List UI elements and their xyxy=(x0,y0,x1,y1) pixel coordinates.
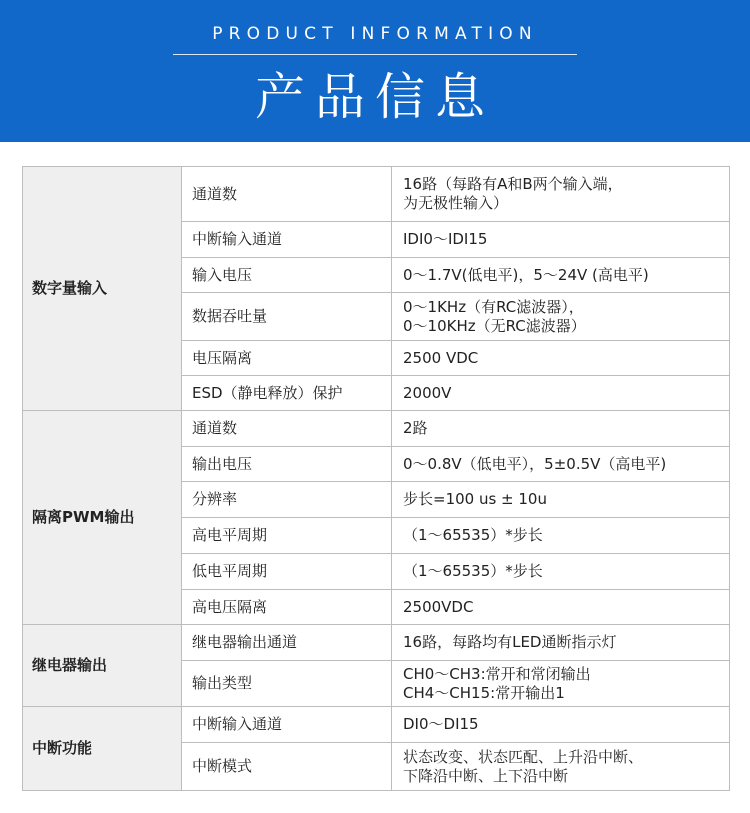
value-line: DI0～DI15 xyxy=(403,715,479,733)
banner-divider xyxy=(173,54,577,55)
group-label: 数字量输入 xyxy=(23,167,182,411)
value-line: 2500VDC xyxy=(403,597,474,616)
param-name: 输入电压 xyxy=(182,258,392,293)
param-name: 继电器输出通道 xyxy=(182,625,392,661)
param-name: 电压隔离 xyxy=(182,341,392,376)
value-line: 0～10KHz（无RC滤波器） xyxy=(403,316,586,335)
param-value xyxy=(392,167,730,222)
param-name: 中断输入通道 xyxy=(182,222,392,258)
value-line: CH0～CH3:常开和常闭输出 xyxy=(403,664,591,683)
value-line: 状态改变、状态匹配、上升沿中断、 xyxy=(403,747,644,766)
param-value xyxy=(392,743,730,791)
param-name: 高电压隔离 xyxy=(182,590,392,625)
param-value xyxy=(392,258,730,293)
value-line: 0～0.8V（低电平），5±0.5V（高电平) xyxy=(403,454,667,473)
banner-title: 产品信息 xyxy=(255,68,495,126)
value-line: 16路，每路均有LED通断指示灯 xyxy=(403,633,617,651)
param-value xyxy=(392,293,730,341)
param-name: 输出类型 xyxy=(182,661,392,707)
param-name: 低电平周期 xyxy=(182,554,392,590)
value-line: （1～65535）*步长 xyxy=(403,562,543,580)
value-line: IDI0～IDI15 xyxy=(403,230,488,248)
param-name: 中断模式 xyxy=(182,743,392,791)
param-value xyxy=(392,707,730,743)
group-label: 隔离PWM输出 xyxy=(23,411,182,625)
header-banner xyxy=(0,0,750,142)
value-line: 0～1KHz（有RC滤波器）， xyxy=(403,297,584,316)
table-row xyxy=(23,411,730,447)
value-line: 2500 VDC xyxy=(403,348,479,367)
param-name: 通道数 xyxy=(182,167,392,222)
banner-subtitle: PRODUCT INFORMATION xyxy=(212,24,538,44)
table-row xyxy=(23,707,730,743)
param-name: 中断输入通道 xyxy=(182,707,392,743)
group-label: 继电器输出 xyxy=(23,625,182,707)
param-value xyxy=(392,376,730,411)
value-line: 下降沿中断、上下沿中断 xyxy=(403,766,569,785)
param-value xyxy=(392,341,730,376)
param-value xyxy=(392,590,730,625)
param-value xyxy=(392,661,730,707)
value-line: 为无极性输入） xyxy=(403,194,509,212)
param-value xyxy=(392,625,730,661)
table-row xyxy=(23,167,730,222)
param-value xyxy=(392,222,730,258)
spec-table-body xyxy=(23,167,730,791)
group-label: 中断功能 xyxy=(23,707,182,791)
value-line: 16路（每路有A和B两个输入端， xyxy=(403,175,623,193)
param-name: 通道数 xyxy=(182,411,392,447)
value-line: CH4～CH15:常开输出1 xyxy=(403,683,565,702)
param-value xyxy=(392,447,730,482)
param-name: 数据吞吐量 xyxy=(182,293,392,341)
param-value xyxy=(392,411,730,447)
param-value xyxy=(392,554,730,590)
param-name: 分辨率 xyxy=(182,482,392,518)
spec-table xyxy=(22,166,730,791)
param-name: ESD（静电释放）保护 xyxy=(182,376,392,411)
value-line: 2000V xyxy=(403,383,452,402)
param-name: 输出电压 xyxy=(182,447,392,482)
value-line: （1～65535）*步长 xyxy=(403,526,543,544)
param-value xyxy=(392,482,730,518)
value-line: 2路 xyxy=(403,419,428,437)
param-name: 高电平周期 xyxy=(182,518,392,554)
value-line: 步长=100 us ± 10u xyxy=(403,490,547,508)
table-row xyxy=(23,625,730,661)
value-line: 0～1.7V(低电平)，5～24V (高电平) xyxy=(403,265,649,284)
param-value xyxy=(392,518,730,554)
